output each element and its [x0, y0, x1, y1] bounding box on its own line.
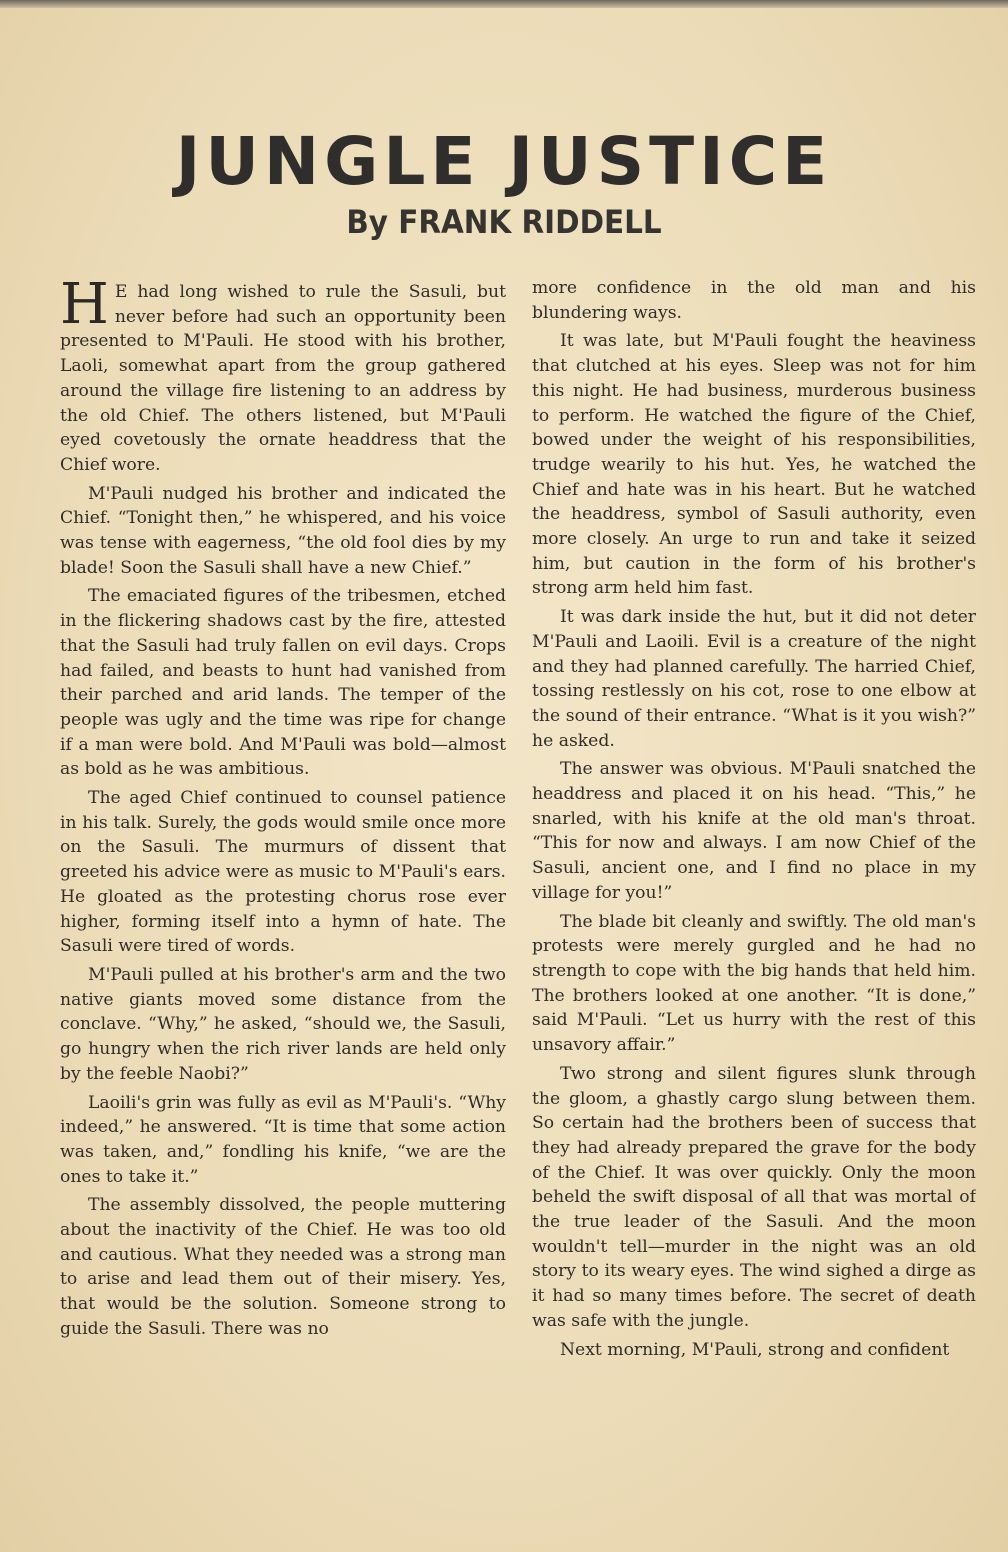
left-column: [60, 280, 506, 1390]
paragraph-10: The answer was obvious. M'Pauli snatched the headdress and placed it on his head. “This,” he snarled, with his knife at the old man's throat. “This for now and always. I am now Chief of the Sasuli, ancient one, and I find no place in my village for you!”: [532, 759, 976, 903]
drop-cap: H: [60, 280, 109, 337]
paragraph-1: [60, 280, 506, 478]
paragraph-6: Laoili's grin was fully as evil as M'Pauli's. “Why indeed,” he answered. “It is time that some action was taken, and,” fondling his knife, “we are the ones to take it.”: [60, 1092, 506, 1187]
paragraph-2: M'Pauli nudged his brother and indicated the Chief. “Tonight then,” he whispered, and his voice was tense with eagerness, “the old fool dies by my blade! Soon the Sasuli shall have a new Chief.”: [60, 483, 506, 578]
paragraph-11: The blade bit cleanly and swiftly. The old man's protests were merely gurgled and he had no strength to cope with the big hands that held him. The brothers looked at one another. “It is done,” said M'Pauli. “Let us hurry with the rest of this unsavory affair.”: [532, 911, 976, 1056]
paragraph-3: The emaciated figures of the tribesmen, etched in the flickering shadows cast by the fire, attested that the Sasuli had truly fallen on evil days. Crops had failed, and beasts to hunt had vanished from their parched and arid lands. The temper of the people was ugly and the time was ripe for change if a man were bold. And M'Pauli was bold—almost as bold as he was ambitious.: [60, 586, 506, 780]
story-byline: By FRANK RIDDELL: [346, 203, 662, 241]
paragraph-4: The aged Chief continued to counsel patience in his talk. Surely, the gods would smile once more on the Sasuli. The murmurs of dissent that greeted his advice were as music to M'Pauli's ears. He gloated as the protesting chorus rose ever higher, forming itself into a hymn of hate. The Sasuli were tired of words.: [60, 788, 506, 957]
paragraph-12: Two strong and silent figures slunk through the gloom, a ghastly cargo slung between them. So certain had the brothers been of success that they had already prepared the grave for the body of the Chief. It was over quickly. Only the moon beheld the swift disposal of all that was mortal of the true leader of the Sasuli. And the moon wouldn't tell—murder in the night was an old story to its weary eyes. The wind sighed a dirge as it had so many times before. The secret of death was safe with the jungle.: [532, 1063, 976, 1331]
paragraph-7: The assembly dissolved, the people muttering about the inactivity of the Chief. He was too old and cautious. What they needed was a strong man to arise and lead them out of their misery. Yes, that would be the solution. Someone strong to guide the Sasuli. There was no: [60, 1195, 506, 1339]
paragraph-8: It was late, but M'Pauli fought the heaviness that clutched at his eyes. Sleep was not for him this night. He had business, murderous business to perform. He watched the figure of the Chief, bowed under the weight of his responsibilities, trudge wearily to his hut. Yes, he watched the Chief and hate was in his heart. But he watched the headdress, symbol of Sasuli authority, even more closely. An urge to run and take it seized him, but caution in the form of his brother's strong arm held him fast.: [532, 331, 976, 599]
story-title: JUNGLE JUSTICE: [175, 123, 833, 200]
paragraph-1-text: E had long wished to rule the Sasuli, but never before had such an opportunity been presented to M'Pauli. He stood with his brother, Laoli, somewhat apart from the group gathered around the village fire listening to an address by the old Chief. The others listened, but M'Pauli eyed covetously the ornate headdress that the Chief wore.: [60, 282, 506, 475]
paragraph-13: Next morning, M'Pauli, strong and confident: [560, 1339, 950, 1360]
paragraph-5: M'Pauli pulled at his brother's arm and the two native giants moved some distance from the conclave. “Why,” he asked, “should we, the Sasuli, go hungry when the rich river lands are held only by the feeble Naobi?”: [60, 964, 506, 1084]
page-top-edge: [0, 0, 1008, 8]
paragraph-continuation: more confidence in the old man and his blundering ways.: [532, 278, 976, 323]
right-column: [532, 276, 976, 1386]
paragraph-9: It was dark inside the hut, but it did not deter M'Pauli and Laoili. Evil is a creature of the night and they had planned carefully. The harried Chief, tossing restlessly on his cot, rose to one elbow at the sound of their entrance. “What is it you wish?” he asked.: [532, 607, 976, 751]
